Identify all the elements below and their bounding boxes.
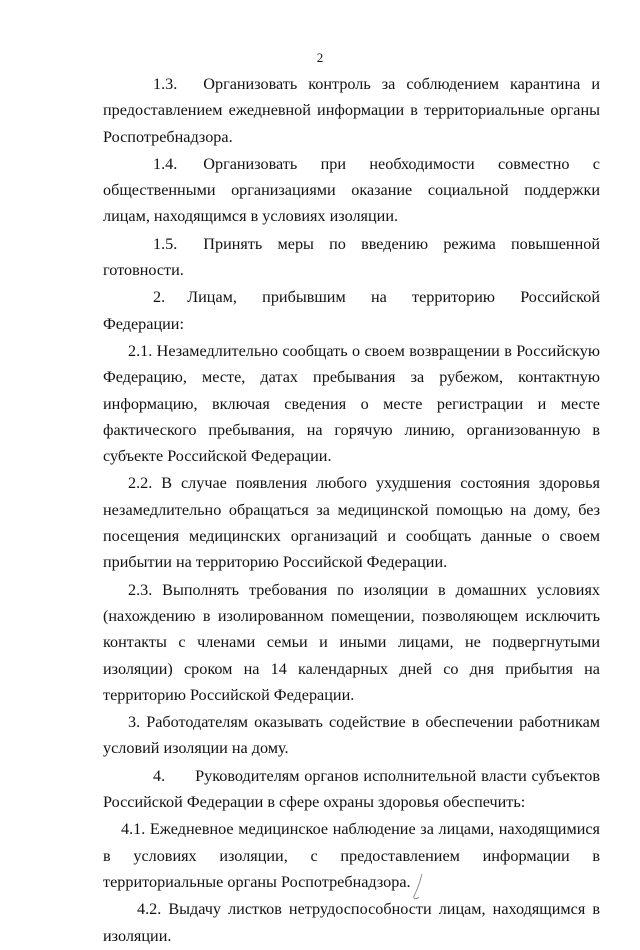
page-number: 2 xyxy=(316,50,324,65)
paragraph-2-1: 2.1. Незамедлительно сообщать о своем возвращении в Российскую Федерацию, месте, датах пребывания за рубежом, контактную информацию, включая сведения о месте регистрации и месте фактического пребывания, на горячую линию, организованную в субъекте Российской Федерации. xyxy=(103,341,600,466)
paragraph-2-3: 2.3. Выполнять требования по изоляции в домашних условиях (нахождению в изолированном помещении, позволяющем исключить контакты с членами семьи и иными лицами, не подвергнутыми изоляции) сроком на 14 календарных дней со дня прибытия на территорию Российской Федерации. xyxy=(103,580,600,704)
paragraph-3: 3. Работодателям оказывать содействие в обеспечении работникам условий изоляции на дому. xyxy=(103,713,600,758)
paragraph-number: 1.3. xyxy=(153,75,178,93)
paragraph-2 xyxy=(103,284,600,337)
paragraph-text: Организовать при необходимости совместно с общественными организациями оказание социальной поддержки лицам, находящимся в условиях изоляции. xyxy=(103,154,600,226)
paragraph-4-2: 4.2. Выдачу листков нетрудоспособности лицам, находящимся в изоляции. xyxy=(103,900,600,945)
paragraph-1-5 xyxy=(103,231,600,284)
paragraph-4 xyxy=(103,763,600,816)
paragraph-text: Руководителям органов исполнительной власти субъектов Российской Федерации в сфере охраны здоровья обеспечить: xyxy=(103,766,600,812)
paragraph-number: 1.5. xyxy=(153,234,178,253)
paragraph-text: Лицам, прибывшим на территорию Российской Федерации: xyxy=(103,288,600,333)
document-body xyxy=(103,71,600,950)
paragraph-1-3 xyxy=(103,71,600,150)
paragraph-2-2: 2.2. В случае появления любого ухудшения состояния здоровья незамедлительно обращаться за медицинской помощью на дому, без посещения медицинских организаций и сообщать данные о своем прибытии на территорию Российской Федерации. xyxy=(103,474,600,572)
paragraph-number: 1.4. xyxy=(153,154,178,173)
paragraph-4-1: 4.1. Ежедневное медицинское наблюдение за лицами, находящимися в условиях изоляции, с предоставлением информации в территориальные органы Роспотребнадзора. xyxy=(103,820,600,891)
paragraph-number: 4. xyxy=(153,766,166,785)
paragraph-number: 2. xyxy=(153,288,166,307)
pen-mark xyxy=(408,872,428,902)
paragraph-text: Принять меры по введению режима повышенной готовности. xyxy=(103,234,600,280)
paragraph-text: Организовать контроль за соблюдением карантина и предоставлением ежедневной информации в территориальные органы Роспотребнадзора. xyxy=(103,75,600,146)
paragraph-1-4 xyxy=(103,151,600,230)
